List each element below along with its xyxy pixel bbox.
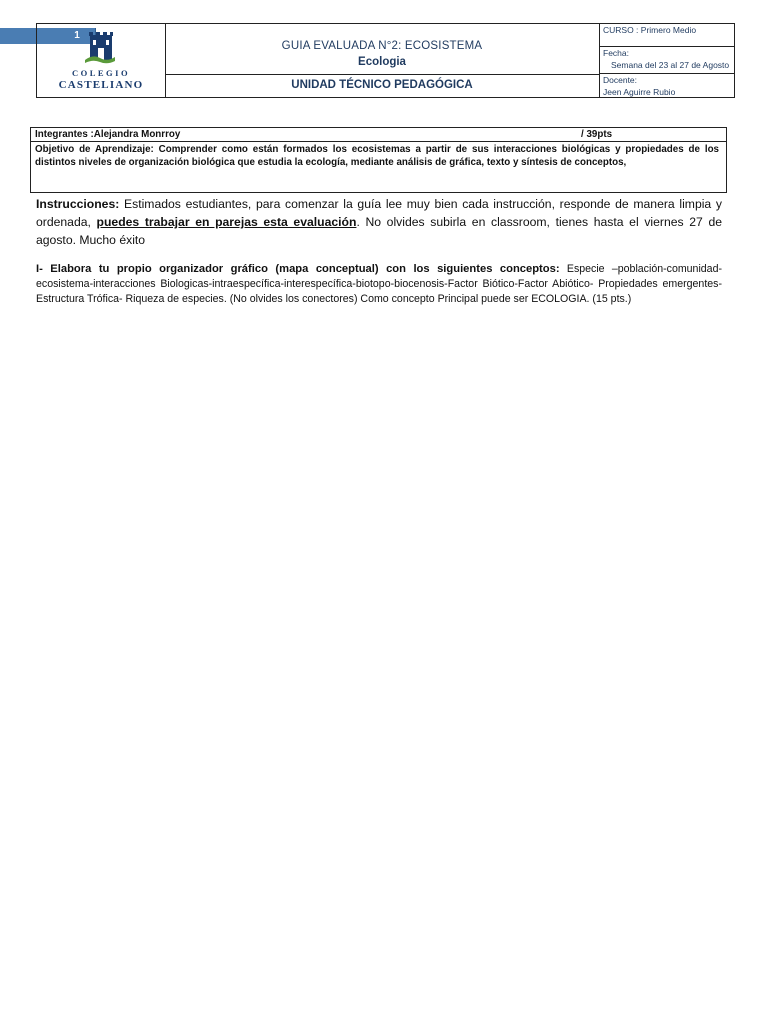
header-table (36, 23, 735, 98)
meta-cell (599, 24, 734, 97)
fecha-row (599, 47, 734, 74)
question-1 (36, 262, 722, 307)
curso-label: CURSO : (603, 25, 639, 35)
logo-text-castellano: CASTELIANO (58, 79, 144, 91)
instructions-lead: Instrucciones: (36, 197, 120, 211)
document-subtitle: Ecologia (358, 56, 406, 68)
question-1-text: Especie –población-comunidad-ecosistema-interacciones Biologicas-intraespecífica-interespecífica-biotopo-biocenosis-Factor Biótico-Factor Abiótico- Propiedades emergentes-Estructura Trófica- Riqueza de especies. (No olvides los conectores) Como concepto Principal puede ser ECOLOGIA. (15 pts.) (36, 263, 722, 305)
document-title: GUIA EVALUADA N°2: ECOSISTEMA (281, 40, 483, 52)
docente-row (599, 74, 734, 97)
integrantes-row (31, 128, 726, 142)
fecha-value: Semana del 23 al 27 de Agosto (611, 60, 730, 70)
title-block (165, 24, 599, 75)
curso-value: Primero Medio (640, 25, 697, 35)
curso-row (599, 24, 734, 47)
integrantes-text: Integrantes :Alejandra Monrroy (35, 129, 181, 140)
fecha-label: Fecha: (603, 48, 629, 58)
docente-value: Jeen Aguirre Rubio (603, 87, 676, 97)
page-number: 1 (74, 30, 80, 41)
info-box (30, 127, 727, 193)
docente-label: Docente: (603, 75, 638, 85)
learning-objective: Objetivo de Aprendizaje: Comprender como están formados los ecosistemas a partir de sus interacciones biológicas y propiedades de los distintos niveles de organización biológica que estudia la ecología, mediante análisis de gráfica, texto y síntesis de conceptos, (35, 144, 719, 168)
title-cell (165, 24, 600, 97)
logo-cell (37, 24, 166, 97)
instructions-paragraph (36, 195, 722, 249)
instructions-text-after: . No olvides subirla en classroom, tienes hasta el viernes 27 de agosto. Mucho éxito (36, 215, 722, 247)
logo-text-colegio: COLEGIO (71, 68, 131, 78)
instructions-text-before: Estimados estudiantes, para comenzar la guía lee muy bien cada instrucción, responde de manera limpia y ordenada, (36, 197, 722, 229)
total-points: / 39pts (581, 129, 613, 140)
unit-name: UNIDAD TÉCNICO PEDAGÓGICA (291, 79, 473, 91)
instructions-emphasis: puedes trabajar en parejas esta evaluación (96, 215, 357, 229)
castle-logo-icon (83, 30, 117, 64)
question-1-lead: I- Elabora tu propio organizador gráfico (mapa conceptual) con los siguientes conceptos: (36, 263, 560, 275)
